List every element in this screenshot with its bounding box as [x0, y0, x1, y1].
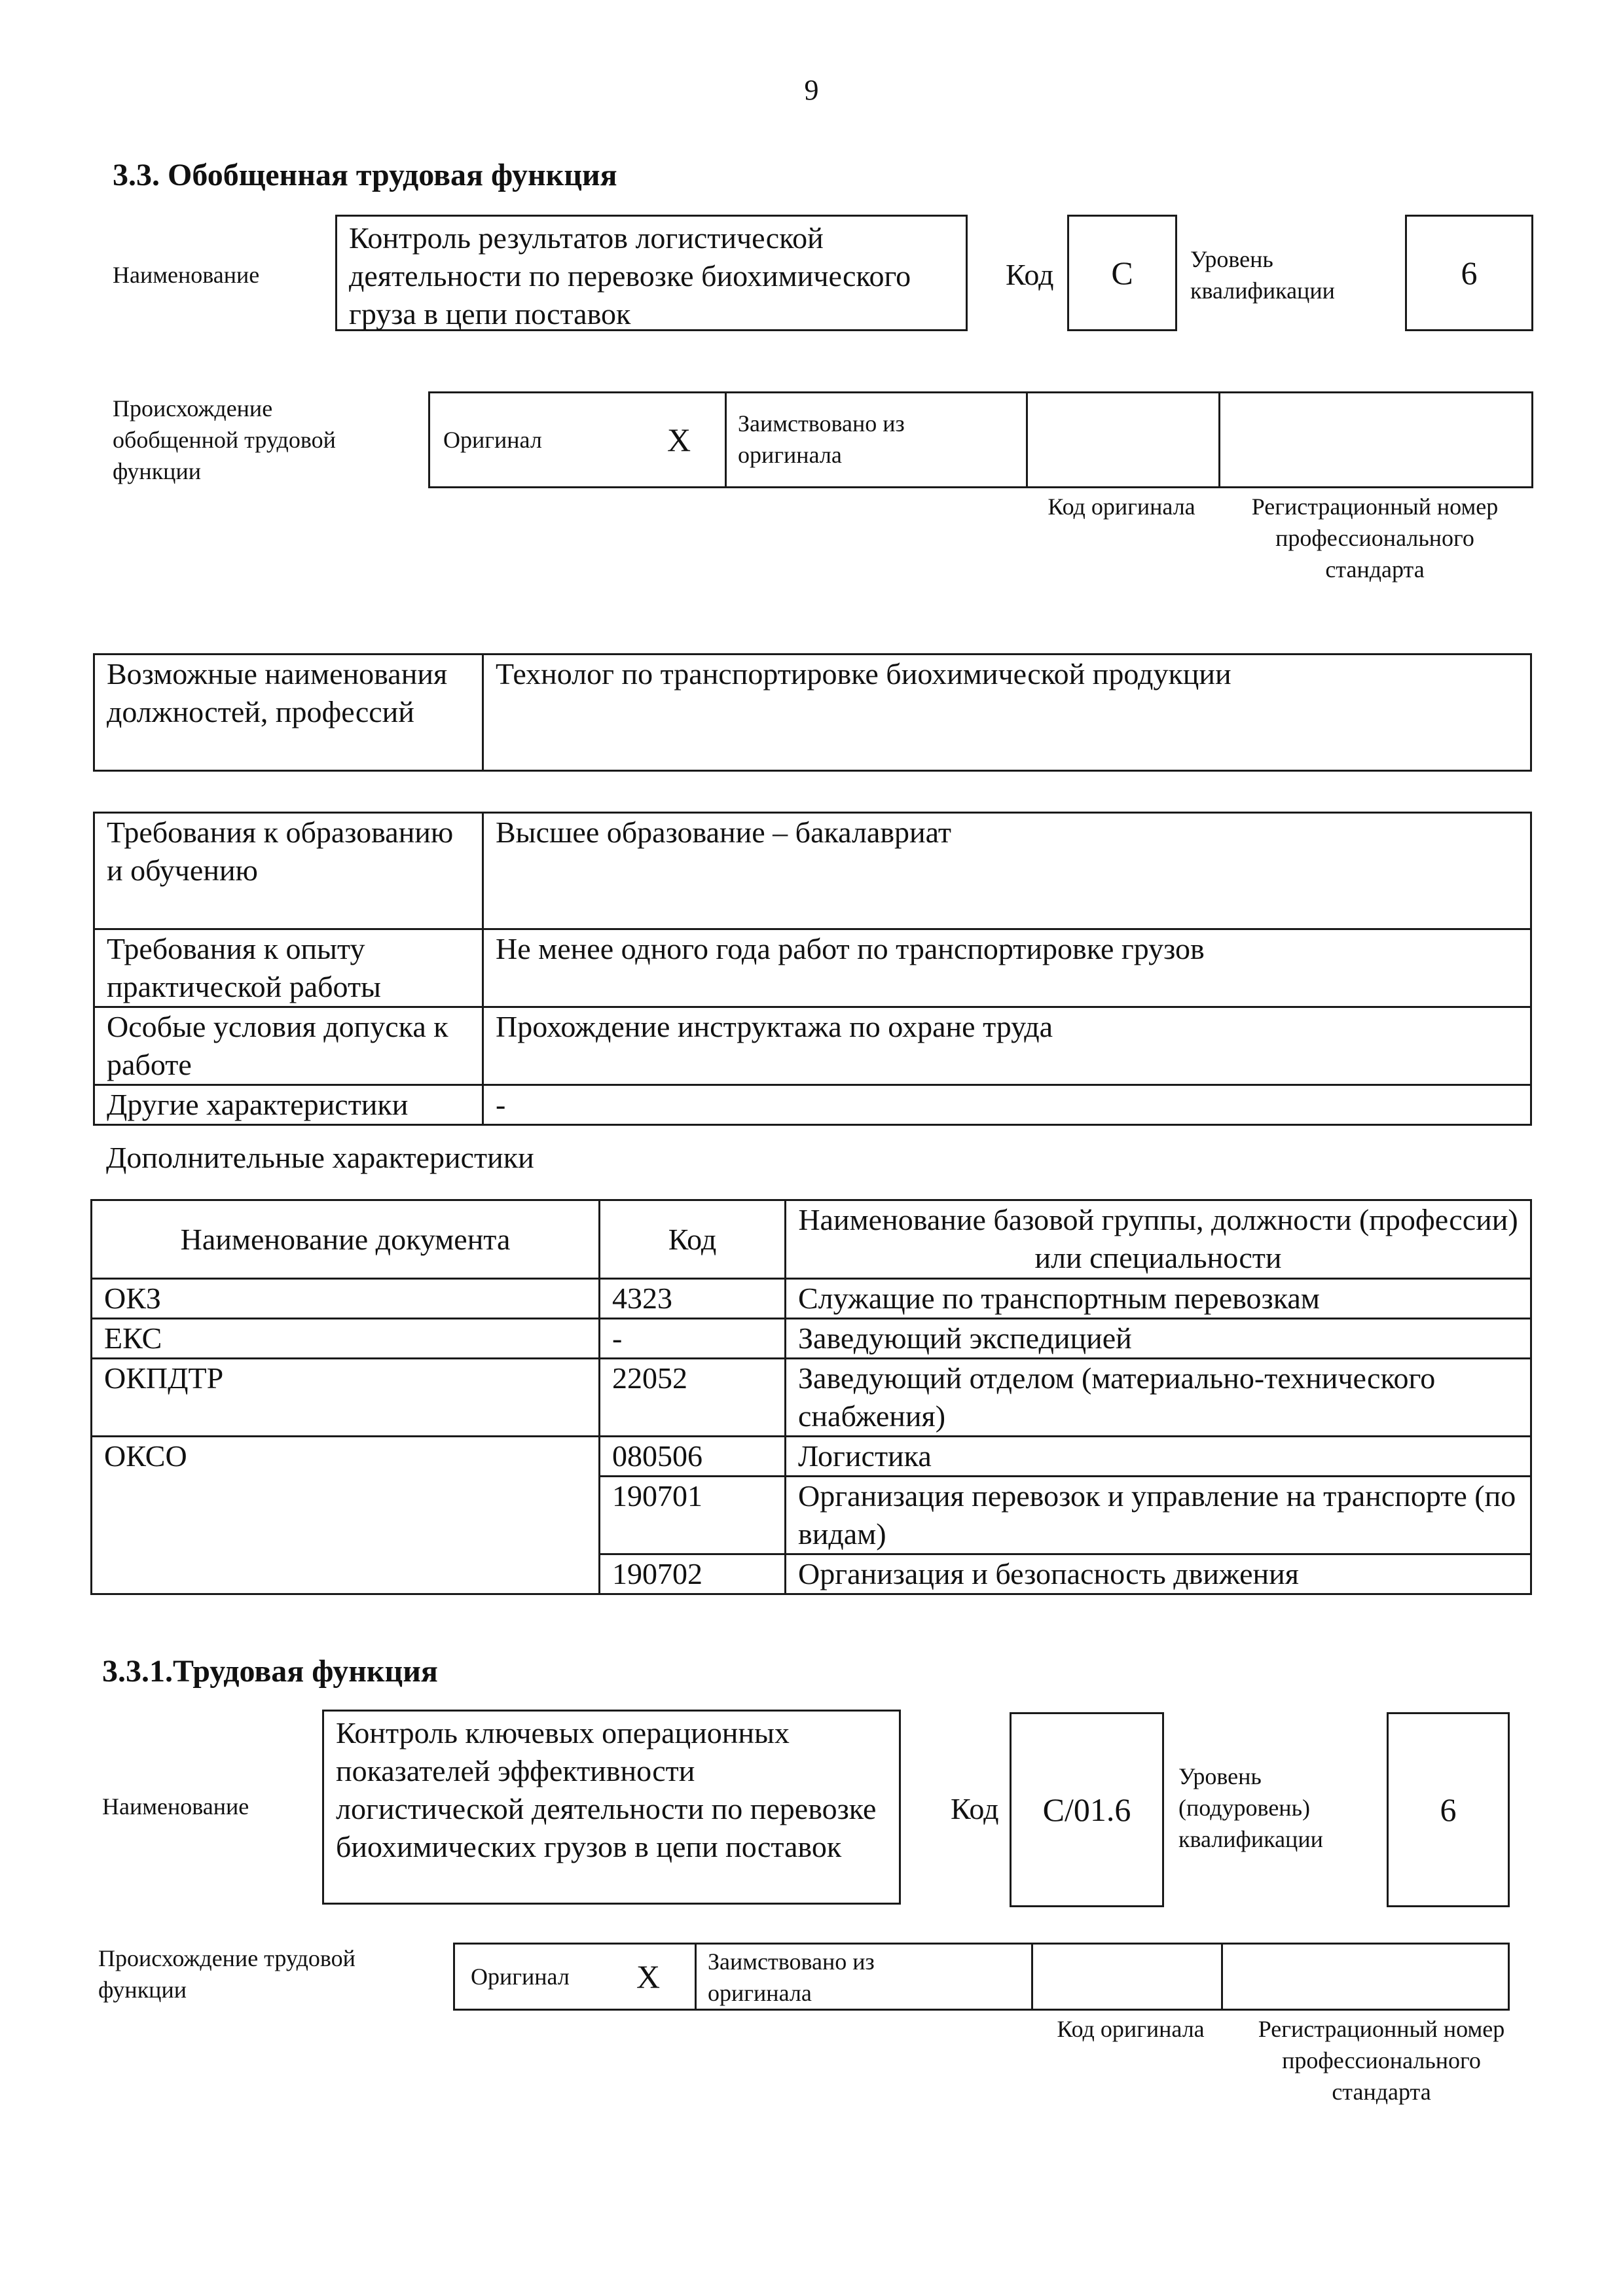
row-code: 22052	[600, 1359, 786, 1437]
row-name: Организация перевозок и управление на транспорте (по видам)	[786, 1477, 1531, 1554]
origin-divider	[725, 393, 727, 486]
requirement-label: Другие характеристики	[94, 1085, 483, 1125]
table-row	[94, 929, 1531, 1007]
name-label: Наименование	[102, 1793, 249, 1820]
labor-function-name-box	[322, 1710, 901, 1905]
row-name: Логистика	[786, 1437, 1531, 1477]
header-name: Наименование базовой группы, должности (профессии) или специальности	[786, 1200, 1531, 1279]
row-code: 4323	[600, 1279, 786, 1319]
row-code: -	[600, 1319, 786, 1359]
original-label: Оригинал	[471, 1964, 570, 1990]
code-value-box	[1067, 215, 1177, 331]
code-value: C	[1111, 255, 1133, 291]
origin-table	[428, 391, 1533, 488]
header-code: Код	[600, 1200, 786, 1279]
requirement-label: Требования к образованию и обучению	[94, 813, 483, 929]
level-label: Уровень (подуровень) квалификации	[1178, 1763, 1323, 1852]
origin-divider	[695, 1945, 697, 2009]
positions-value: Технолог по транспортировке биохимической продукции	[483, 655, 1531, 771]
name-label: Наименование	[113, 262, 260, 288]
positions-table	[93, 653, 1532, 772]
level-value-box	[1387, 1712, 1510, 1907]
table-row	[92, 1319, 1531, 1359]
origin-divider	[1218, 393, 1220, 486]
level-value: 6	[1461, 255, 1478, 291]
code-label: Код	[1006, 258, 1054, 291]
row-code: 190702	[600, 1554, 786, 1594]
requirement-label: Требования к опыту практической работы	[94, 929, 483, 1007]
page-number: 9	[804, 74, 819, 106]
origin-divider	[1221, 1945, 1223, 2009]
borrowed-label: Заимствовано из оригинала	[738, 410, 905, 468]
original-mark: X	[636, 1958, 661, 1995]
original-code-caption: Код оригинала	[1048, 493, 1195, 520]
positions-label: Возможные наименования должностей, профессий	[94, 655, 483, 771]
generalized-function-name-box	[335, 215, 968, 331]
row-name: Заведующий экспедицией	[786, 1319, 1531, 1359]
level-label: Уровень квалификации	[1190, 246, 1335, 304]
requirement-label: Особые условия допуска к работе	[94, 1007, 483, 1085]
code-value-box	[1010, 1712, 1164, 1907]
table-row	[92, 1359, 1531, 1437]
level-value: 6	[1440, 1791, 1457, 1828]
registration-number-caption: Регистрационный номер профессионального стандарта	[1251, 493, 1499, 583]
original-label: Оригинал	[443, 427, 542, 453]
row-document: ЕКС	[92, 1319, 600, 1359]
origin-label: Происхождение обобщенной трудовой функции	[113, 395, 336, 484]
additional-title: Дополнительные характеристики	[106, 1141, 534, 1174]
row-document: ОКСО	[92, 1437, 600, 1594]
requirements-table	[93, 812, 1532, 1126]
row-code: 190701	[600, 1477, 786, 1554]
table-header-row	[92, 1200, 1531, 1279]
requirement-value: Высшее образование – бакалавриат	[483, 813, 1531, 929]
row-document: ОКЗ	[92, 1279, 600, 1319]
section-heading: 3.3. Обобщенная трудовая функция	[113, 158, 617, 192]
header-document: Наименование документа	[92, 1200, 600, 1279]
table-row	[94, 1085, 1531, 1125]
origin-label: Происхождение трудовой функции	[98, 1945, 356, 2003]
row-name: Организация и безопасность движения	[786, 1554, 1531, 1594]
row-code: 080506	[600, 1437, 786, 1477]
level-value-box	[1405, 215, 1533, 331]
requirement-value: Прохождение инструктажа по охране труда	[483, 1007, 1531, 1085]
code-label: Код	[951, 1792, 999, 1825]
row-name: Служащие по транспортным перевозкам	[786, 1279, 1531, 1319]
origin-table	[453, 1943, 1510, 2011]
labor-function-name: Контроль ключевых операционных показателей эффективности логистической деятельности по перевозке биохимических грузов в цепи поставок	[336, 1716, 877, 1863]
original-code-caption: Код оригинала	[1057, 2016, 1205, 2042]
requirement-value: Не менее одного года работ по транспортировке грузов	[483, 929, 1531, 1007]
subsection-heading: 3.3.1.Трудовая функция	[102, 1654, 438, 1689]
requirement-value: -	[483, 1085, 1531, 1125]
row-name: Заведующий отделом (материально-технического снабжения)	[786, 1359, 1531, 1437]
table-row	[92, 1437, 1531, 1477]
row-document: ОКПДТР	[92, 1359, 600, 1437]
generalized-function-name: Контроль результатов логистической деятельности по перевозке биохимического груза в цепи поставок	[349, 221, 911, 331]
table-row	[92, 1279, 1531, 1319]
code-value: C/01.6	[1042, 1791, 1131, 1828]
registration-number-caption: Регистрационный номер профессионального стандарта	[1258, 2016, 1505, 2105]
table-row	[94, 1007, 1531, 1085]
origin-divider	[1031, 1945, 1033, 2009]
borrowed-label: Заимствовано из оригинала	[708, 1948, 875, 2006]
table-row	[94, 813, 1531, 929]
additional-table	[90, 1199, 1532, 1595]
origin-divider	[1026, 393, 1028, 486]
original-mark: X	[666, 422, 691, 458]
